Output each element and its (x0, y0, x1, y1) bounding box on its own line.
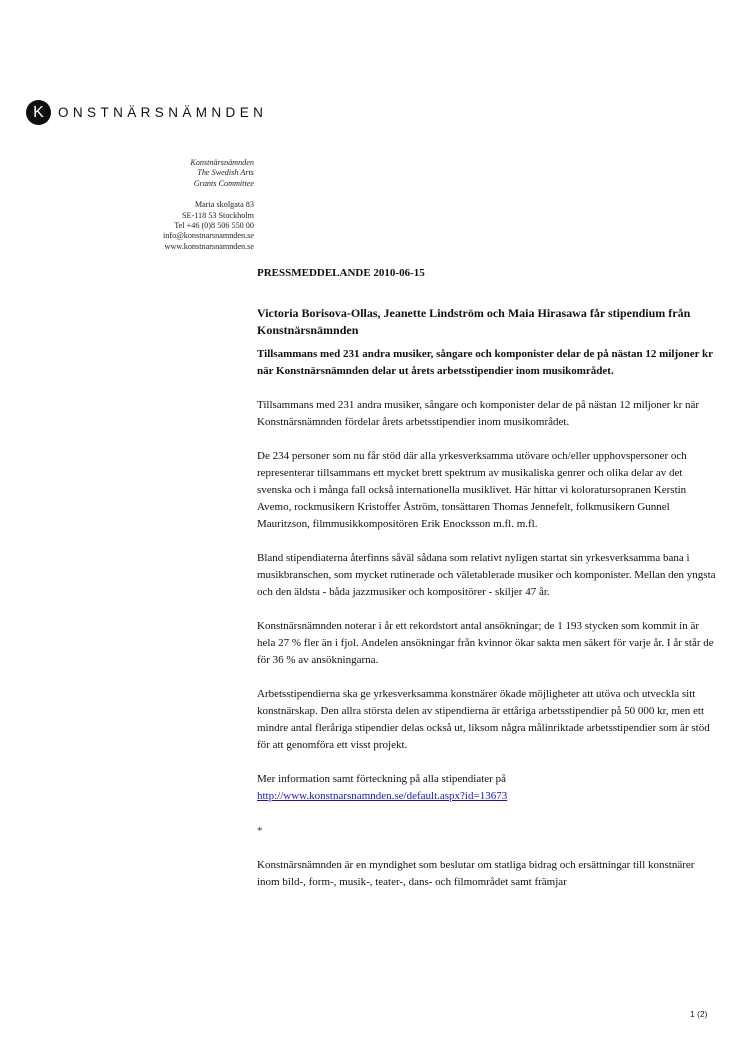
org-name-en-2: Grants Committee (193, 178, 254, 188)
postal-address: SE-118 53 Stockholm (181, 210, 254, 220)
phone: Tel +46 (0)8 506 550 00 (174, 221, 254, 231)
logo-wordmark: ONSTNÄRSNÄMNDEN (58, 105, 268, 120)
closing-paragraph: Konstnärsnämnden är en myndighet som beslutar om statliga bidrag och ersättningar till konstnärer inom bild-, form-, musik-, teater-, dans- och filmområdet samt främjar (257, 859, 695, 888)
paragraph-2: De 234 personer som nu får stöd där alla yrkesverksamma utövare och/eller upphovspersoner och representerar tillsammans ett mycket brett spektrum av musikaliska genrer och olika delar av det svenska och i många fall också internationella musiklivet. Här hittar vi koloratursopranen Kerstin Avemo, rockmusikern Kristoffer Åström, tonsättaren Thomas Jennefelt, folkmusikern Gunnel Mauritzson, filmmusikkompositören Erik Enocksson m.fl. m.fl. (257, 450, 687, 530)
sender-info (163, 158, 254, 252)
press-label: PRESSMEDDELANDE 2010-06-15 (257, 267, 425, 279)
page-number: 1 (2) (690, 1009, 708, 1019)
logo-mark: K (26, 100, 51, 125)
paragraph-5: Arbetsstipendierna ska ge yrkesverksamma konstnärer ökade möjligheter att utöva och utveckla sitt konstnärskap. Den allra största delen av stipendierna är ettåriga arbetsstipendier på 50 000 kr, men ett mindre antal fleråriga stipendier delas också ut, liksom några målinriktade arbetsstipendier som är stöd för att genomföra ett visst projekt. (257, 688, 710, 751)
email[interactable]: info@konstnarsnamnden.se (163, 231, 254, 241)
paragraph-3: Bland stipendiaterna återfinns såväl sådana som relativt nyligen startat sin yrkesverksamma bana i musikbranschen, som mycket rutinerade och väletablerade musiker och komponister. Mellan den yngsta och den äldsta - båda jazzmusiker och kompositörer - skiljer 47 år. (257, 552, 716, 598)
separator: * (257, 825, 263, 837)
org-name: Konstnärsnämnden (190, 158, 254, 167)
paragraph-4: Konstnärsnämnden noterar i år ett rekordstort antal ansökningar; de 1 193 stycken som kommit in är hela 27 % fler än i fjol. Andelen ansökningar från kvinnor ökar sakta men säkert för varje år. I år står de för 36 % av ansökningarna. (257, 620, 714, 666)
org-name-en-1: The Swedish Arts (197, 168, 254, 178)
headline: Victoria Borisova-Ollas, Jeanette Lindström och Maia Hirasawa får stipendium från Konstnärsnämnden (257, 306, 691, 337)
more-info-link[interactable]: http://www.konstnarsnamnden.se/default.aspx?id=13673 (257, 790, 508, 802)
lead-paragraph: Tillsammans med 231 andra musiker, sångare och komponister delar de på nästan 12 miljoner kr när Konstnärsnämnden delar ut årets arbetsstipendier inom musikområdet. (257, 348, 713, 377)
more-info-text: Mer information samt förteckning på alla stipendiater på (257, 773, 506, 785)
press-release-body (257, 266, 717, 891)
more-info (257, 771, 717, 805)
paragraph-1: Tillsammans med 231 andra musiker, sångare och komponister delar de på nästan 12 miljoner kr när Konstnärsnämnden fördelar årets arbetsstipendier inom musikområdet. (257, 399, 700, 428)
logo (26, 100, 267, 125)
street-address: Maria skolgata 83 (194, 200, 254, 210)
website[interactable]: www.konstnarsnamnden.se (164, 241, 254, 251)
